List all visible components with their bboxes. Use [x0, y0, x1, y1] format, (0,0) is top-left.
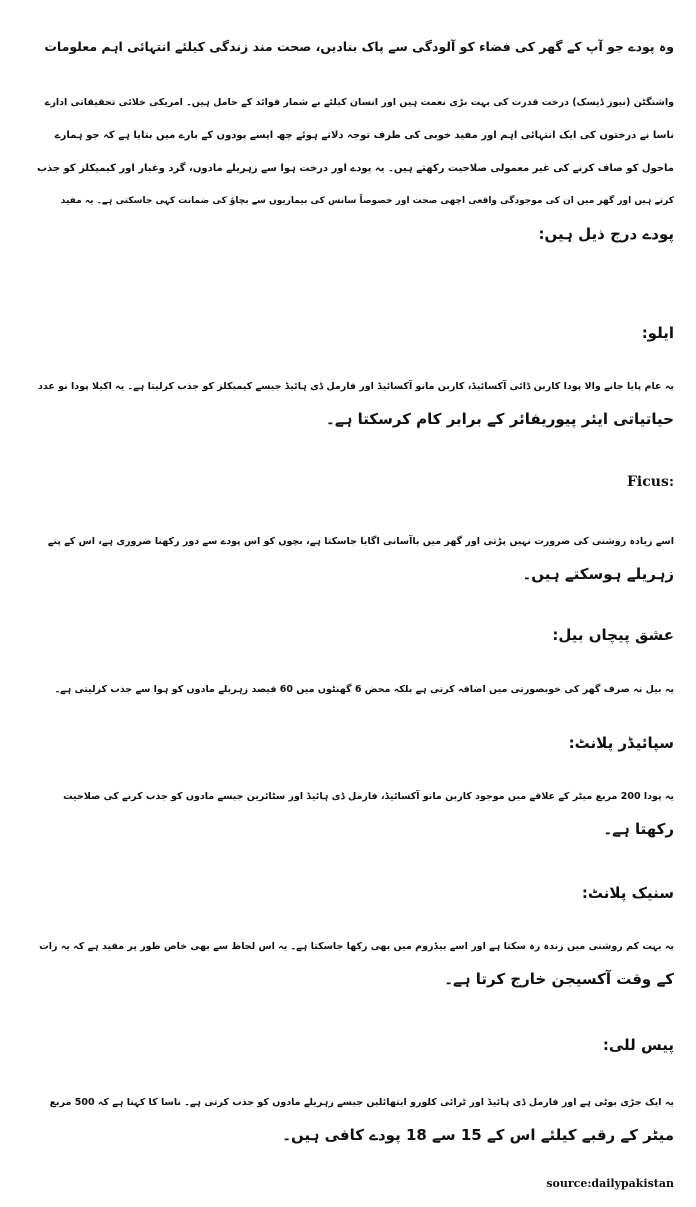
plant-heading-spider	[36, 728, 674, 758]
paragraph-line: اسے زیادہ روشنی کی ضرورت نہیں پڑتی اور گھر میں باآسانی اگایا جاسکتا ہے، بچوں کو اس پودے سے دور رکھنا ضروری ہے، اس کے پتے	[47, 536, 674, 547]
plant-heading-ivy	[36, 620, 674, 650]
plant-description-ficus	[36, 525, 674, 591]
paragraph-line: واشنگٹن (نیوز ڈیسک) درخت قدرت کی بہت بڑی نعمت ہیں اور انسان کیلئے بے شمار فوائد کے حامل ہیں۔ امریکی خلائی تحقیقاتی ادارے	[44, 97, 674, 108]
plant-description-snake	[36, 930, 674, 996]
heading-text: عشق پیچاں بیل:	[552, 626, 674, 644]
paragraph-line: کرتے ہیں اور گھر میں ان کی موجودگی واقعی اچھی صحت اور خصوصاً سانس کی بیماریوں سے بچاؤ کی ضمانت کہی جاسکتی ہے۔ یہ مفید	[60, 196, 674, 206]
heading-text: سپائیڈر پلانٹ:	[568, 734, 674, 752]
heading-text: Ficus:	[626, 474, 674, 490]
paragraph-line: یہ بیل نہ صرف گھر کی خوبصورتی میں اضافہ کرتی ہے بلکہ محض 6 گھنٹوں میں 60 فیصد زہریلے مادوں کو ہوا سے جذب کرلیتی ہے۔	[54, 684, 674, 695]
paragraph-line: یہ بہت کم روشنی میں زندہ رہ سکتا ہے اور اسے بیڈروم میں بھی رکھا جاسکتا ہے۔ یہ اس لحاظ سے بھی خاص طور پر مفید ہے کہ یہ رات	[39, 941, 674, 952]
paragraph-line: رکھتا ہے۔	[603, 820, 674, 838]
plant-heading-snake	[36, 878, 674, 908]
paragraph-line: زہریلے ہوسکتے ہیں۔	[522, 565, 674, 583]
heading-text: پیس للی:	[602, 1036, 674, 1054]
source-credit: source:dailypakistan	[546, 1177, 674, 1190]
heading-text: سنیک پلانٹ:	[581, 884, 674, 902]
paragraph-line: پودے درج ذیل ہیں:	[538, 225, 674, 243]
intro-paragraph	[36, 86, 674, 251]
article-title	[36, 30, 674, 64]
plant-description-peace-lily	[36, 1086, 674, 1152]
paragraph-line: یہ پودا 200 مربع میٹر کے علاقے میں موجود کاربن مانو آکسائیڈ، فارمل ڈی ہائیڈ اور سٹائرین جیسے مادوں کو جذب کرنے کی صلاحیت	[63, 791, 674, 802]
title-text: وہ پودے جو آپ کے گھر کی فضاء کو آلودگی سے پاک بنادیں، صحت مند زندگی کیلئے انتہائی اہم معلومات	[44, 39, 674, 54]
plant-description-spider	[36, 780, 674, 846]
paragraph-line: میٹر کے رقبے کیلئے اس کے 15 سے 18 پودے کافی ہیں۔	[282, 1126, 674, 1144]
paragraph-line: ناسا نے درختوں کی ایک انتہائی اہم اور مفید خوبی کی طرف توجہ دلاتے ہوئے چھ ایسے پودوں کے بارے میں بتایا ہے کہ جو ہمارے	[54, 130, 674, 141]
paragraph-line: حیاتیاتی ایئر پیوریفائر کے برابر کام کرسکتا ہے۔	[326, 410, 674, 428]
plant-heading-ficus	[36, 467, 674, 497]
plant-heading-peace-lily	[36, 1030, 674, 1060]
plant-heading-aloe	[36, 318, 674, 348]
plant-description-ivy	[36, 673, 674, 706]
paragraph-line: کے وقت آکسیجن خارج کرتا ہے۔	[444, 970, 674, 988]
paragraph-line: ماحول کو صاف کرنے کی غیر معمولی صلاحیت رکھتے ہیں۔ یہ پودے اور درخت ہوا سے زہریلے مادوں، گرد وغبار اور کیمیکلز کو جذب	[37, 163, 674, 174]
heading-text: ایلو:	[641, 324, 674, 342]
paragraph-line: یہ ایک جڑی بوٹی ہے اور فارمل ڈی ہائیڈ اور ٹرائی کلورو ایتھائلین جیسے زہریلے مادوں کو جذب کرتی ہے۔ ناسا کا کہنا ہے کہ 500 مربع	[49, 1097, 674, 1108]
plant-description-aloe	[36, 370, 674, 436]
paragraph-line: یہ عام پایا جانے والا پودا کاربن ڈائی آکسائیڈ، کاربن مانو آکسائیڈ اور فارمل ڈی ہائیڈ جیسے کیمیکلز کو جذب کرلیتا ہے۔ یہ اکیلا پودا نو عدد	[38, 381, 674, 392]
